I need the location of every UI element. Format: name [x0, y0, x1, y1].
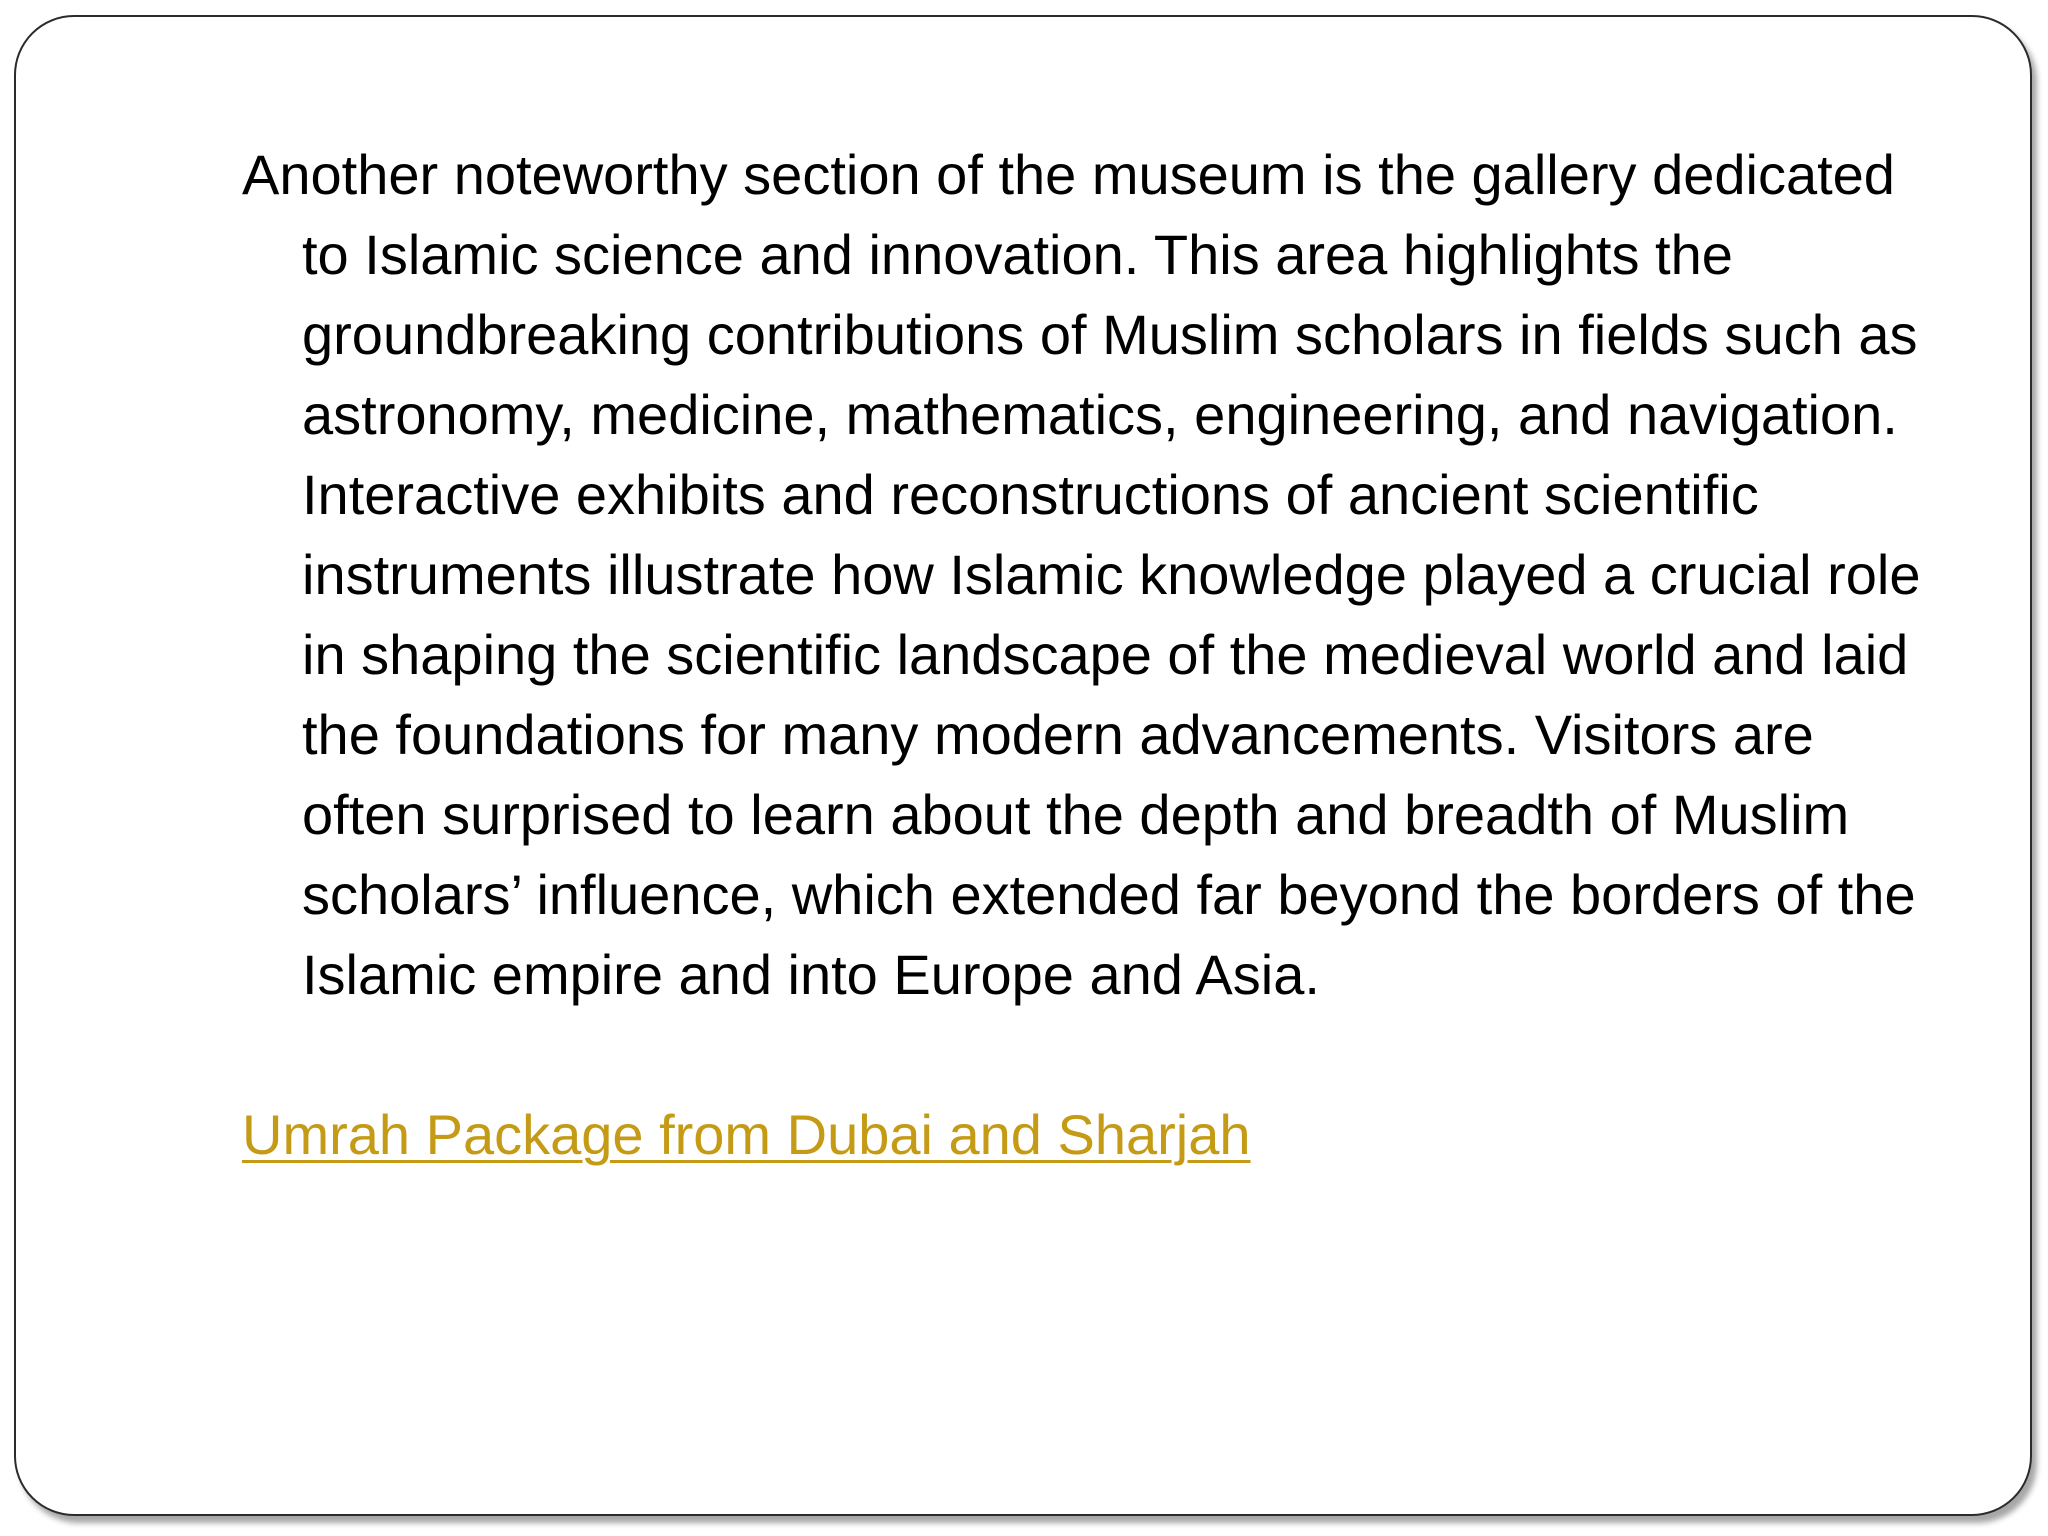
- umrah-package-link[interactable]: Umrah Package from Dubai and Sharjah: [242, 1103, 1251, 1166]
- link-paragraph: [242, 1095, 1942, 1175]
- body-paragraph: Another noteworthy section of the museum is the gallery dedicated to Islamic science and innovation. This area highlights the groundbreaking contributions of Muslim scholars in fields such as astronomy, medicine, mathematics, engineering, and navigation. Interactive exhibits and reconstructions of ancient scientific instruments illustrate how Islamic knowledge played a crucial role in shaping the scientific landscape of the medieval world and laid the foundations for many modern advancements. Visitors are often surprised to learn about the depth and breadth of Muslim scholars’ influence, which extended far beyond the borders of the Islamic empire and into Europe and Asia.: [242, 143, 1921, 1006]
- slide-frame: [14, 15, 2032, 1516]
- slide-content: [242, 135, 1942, 1175]
